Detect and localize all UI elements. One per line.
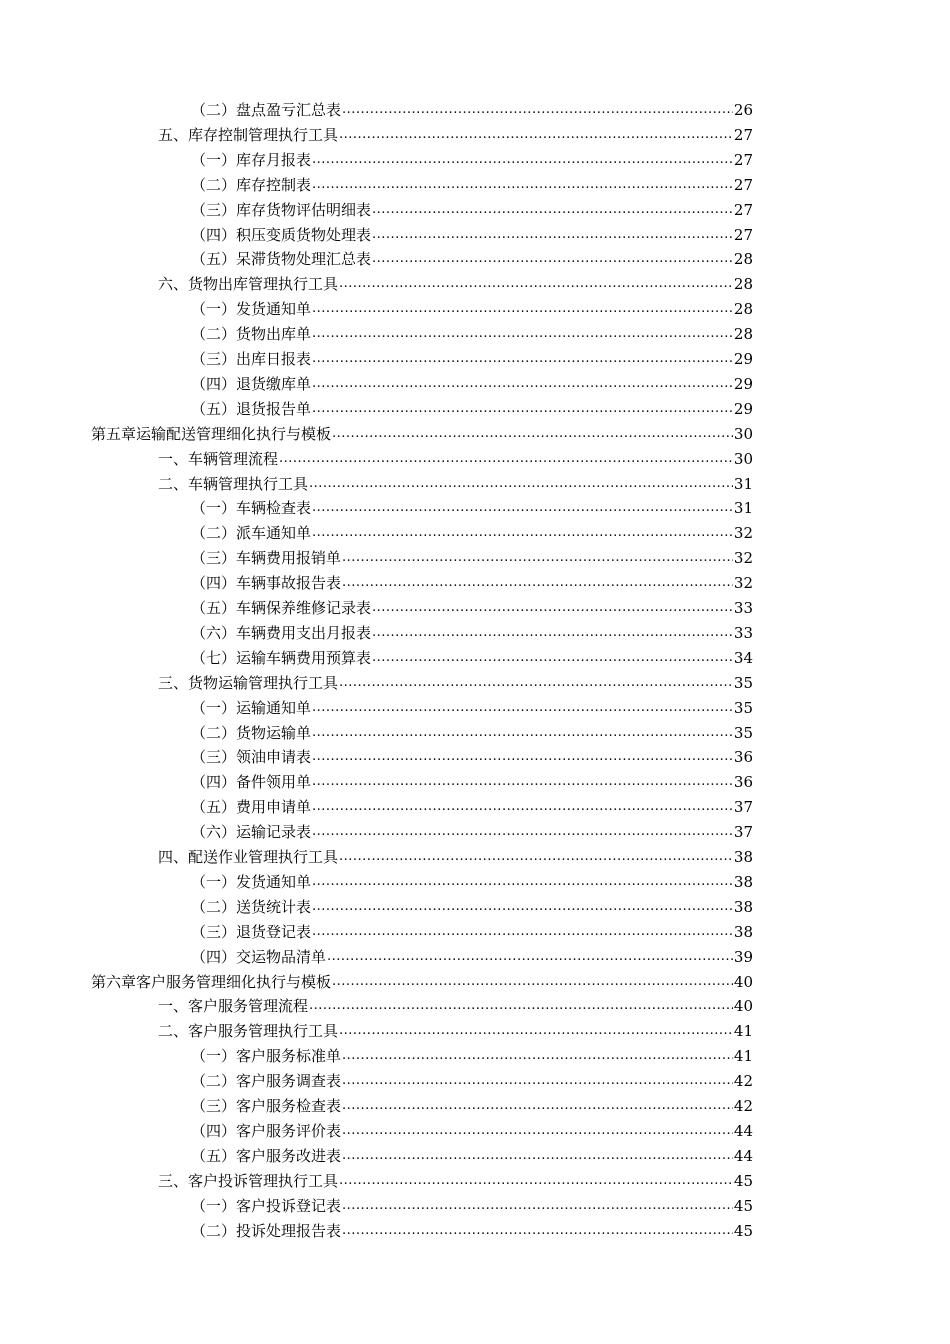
chapter-number: 第五章 xyxy=(91,424,137,443)
page-number: 42 xyxy=(733,1097,753,1115)
page-number: 29 xyxy=(733,350,753,368)
dot-leader xyxy=(312,397,733,419)
dot-leader xyxy=(332,422,733,444)
dot-leader xyxy=(342,98,733,120)
page-number: 38 xyxy=(733,872,753,891)
entry-title: 六、货物出库管理执行工具 xyxy=(158,275,339,294)
dot-leader xyxy=(312,870,733,892)
toc-entry[interactable] xyxy=(191,648,753,668)
toc-entry[interactable] xyxy=(191,1146,753,1166)
dot-leader xyxy=(312,372,733,394)
dot-leader xyxy=(312,895,733,917)
toc-entry[interactable] xyxy=(158,1171,753,1191)
entry-title: 五、库存控制管理执行工具 xyxy=(158,125,339,144)
page-number: 36 xyxy=(733,773,753,792)
toc-entry[interactable] xyxy=(158,1021,753,1041)
toc-chapter-entry[interactable] xyxy=(91,424,753,444)
entry-title: 三、货物运输管理执行工具 xyxy=(158,673,339,692)
toc-entry[interactable] xyxy=(191,698,753,718)
page-number: 32 xyxy=(733,524,753,543)
entry-title: （五）客户服务改进表 xyxy=(191,1146,342,1165)
entry-title: （二）货物运输单 xyxy=(191,723,312,742)
page-number: 38 xyxy=(733,848,753,866)
toc-entry[interactable] xyxy=(158,673,753,693)
toc-entry[interactable] xyxy=(191,947,753,967)
dot-leader xyxy=(342,1069,733,1091)
entry-title: （四）车辆事故报告表 xyxy=(191,574,342,593)
toc-entry[interactable] xyxy=(191,324,753,344)
toc-entry[interactable] xyxy=(191,374,753,394)
page-number: 35 xyxy=(733,673,753,692)
dot-leader xyxy=(339,1169,733,1191)
entry-title: （二）送货统计表 xyxy=(191,897,312,916)
page-number: 28 xyxy=(733,275,753,294)
page-number: 41 xyxy=(733,1047,753,1066)
page-number: 34 xyxy=(733,648,753,667)
page-number: 35 xyxy=(733,723,753,742)
toc-entry[interactable] xyxy=(191,1196,753,1216)
toc-entry[interactable] xyxy=(191,1121,753,1141)
page-number: 33 xyxy=(733,599,753,617)
toc-chapter-entry[interactable] xyxy=(91,972,753,992)
toc-entry[interactable] xyxy=(191,399,753,419)
dot-leader xyxy=(312,820,733,842)
dot-leader xyxy=(372,247,733,269)
entry-title: （二）投诉处理报告表 xyxy=(191,1221,342,1240)
toc-entry[interactable] xyxy=(191,1071,753,1091)
dot-leader xyxy=(372,198,733,220)
toc-entry[interactable] xyxy=(191,498,753,518)
toc-entry[interactable] xyxy=(158,449,753,469)
entry-title: （六）运输记录表 xyxy=(191,823,312,842)
toc-entry[interactable] xyxy=(191,872,753,892)
toc-entry[interactable] xyxy=(191,200,753,220)
entry-title: 三、客户投诉管理执行工具 xyxy=(158,1171,339,1190)
toc-entry[interactable] xyxy=(191,1096,753,1116)
entry-title: （四）退货缴库单 xyxy=(191,374,312,393)
entry-title: （三）客户服务检查表 xyxy=(191,1097,342,1115)
entry-title: （一）发货通知单 xyxy=(191,300,312,319)
page-number: 28 xyxy=(733,250,753,269)
entry-title: （三）领油申请表 xyxy=(191,748,312,767)
toc-entry[interactable] xyxy=(191,797,753,817)
entry-title: （一）发货通知单 xyxy=(191,872,312,891)
dot-leader xyxy=(327,945,733,967)
page-number: 29 xyxy=(733,374,753,393)
toc-entry[interactable] xyxy=(191,772,753,792)
dot-leader xyxy=(339,1019,733,1041)
page-number: 40 xyxy=(733,972,753,991)
entry-title: （四）交运物品清单 xyxy=(191,947,327,966)
toc-entry[interactable] xyxy=(158,474,753,494)
entry-title: （五）费用申请单 xyxy=(191,798,312,817)
entry-title: （三）车辆费用报销单 xyxy=(191,549,342,568)
entry-title: 运输配送管理细化执行与模板 xyxy=(136,424,332,443)
entry-title: （三）退货登记表 xyxy=(191,922,312,941)
chapter-number: 第六章 xyxy=(91,972,137,991)
page-number: 26 xyxy=(733,101,753,119)
entry-title: （五）退货报告单 xyxy=(191,399,312,418)
entry-title: 四、配送作业管理执行工具 xyxy=(158,848,339,866)
page-number: 44 xyxy=(733,1121,753,1140)
toc-entry[interactable] xyxy=(191,897,753,917)
page-number: 36 xyxy=(733,748,753,767)
dot-leader xyxy=(312,322,733,344)
dot-leader xyxy=(312,496,733,518)
page-number: 33 xyxy=(733,623,753,642)
toc-entry[interactable] xyxy=(191,598,753,618)
page-number: 45 xyxy=(733,1221,753,1240)
toc-entry[interactable] xyxy=(191,623,753,643)
dot-leader xyxy=(342,1144,733,1166)
dot-leader xyxy=(312,721,733,743)
toc-entry[interactable] xyxy=(191,573,753,593)
dot-leader xyxy=(312,920,733,942)
dot-leader xyxy=(312,173,733,195)
dot-leader xyxy=(339,845,733,867)
toc-entry[interactable] xyxy=(191,225,753,245)
toc-entry[interactable] xyxy=(191,150,753,170)
entry-title: （四）客户服务评价表 xyxy=(191,1121,342,1140)
dot-leader xyxy=(312,297,733,319)
dot-leader xyxy=(339,123,733,145)
entry-title: 客户服务管理细化执行与模板 xyxy=(136,972,332,991)
page-number: 37 xyxy=(733,798,753,817)
dot-leader xyxy=(342,571,733,593)
entry-title: （一）客户服务标准单 xyxy=(191,1047,342,1066)
entry-title: （六）车辆费用支出月报表 xyxy=(191,623,372,642)
entry-title: （一）车辆检查表 xyxy=(191,499,312,518)
page-number: 32 xyxy=(733,549,753,568)
page-number: 27 xyxy=(733,200,753,219)
page-number: 42 xyxy=(733,1072,753,1091)
toc-entry[interactable] xyxy=(191,922,753,942)
entry-title: （五）车辆保养维修记录表 xyxy=(191,599,372,617)
entry-title: （七）运输车辆费用预算表 xyxy=(191,648,372,667)
page-number: 41 xyxy=(733,1022,753,1041)
entry-title: （二）派车通知单 xyxy=(191,524,312,543)
page-number: 27 xyxy=(733,175,753,194)
dot-leader xyxy=(309,994,733,1016)
toc-entry[interactable] xyxy=(191,349,753,369)
dot-leader xyxy=(372,621,733,643)
page-number: 27 xyxy=(733,150,753,169)
page-number: 30 xyxy=(733,424,753,443)
dot-leader xyxy=(312,696,733,718)
entry-title: （一）库存月报表 xyxy=(191,150,312,169)
page-number: 29 xyxy=(733,399,753,418)
entry-title: 一、车辆管理流程 xyxy=(158,449,279,468)
page-number: 45 xyxy=(733,1196,753,1215)
page-number: 35 xyxy=(733,698,753,717)
toc-entry[interactable] xyxy=(191,822,753,842)
entry-title: （二）客户服务调查表 xyxy=(191,1072,342,1091)
toc-entry[interactable] xyxy=(191,723,753,743)
toc-entry[interactable] xyxy=(158,996,753,1016)
entry-title: （五）呆滞货物处理汇总表 xyxy=(191,250,372,269)
dot-leader xyxy=(309,472,733,494)
entry-title: 一、客户服务管理流程 xyxy=(158,997,309,1016)
dot-leader xyxy=(312,148,733,170)
page-number: 27 xyxy=(733,125,753,144)
dot-leader xyxy=(342,1194,733,1216)
entry-title: 二、客户服务管理执行工具 xyxy=(158,1022,339,1041)
toc-entry[interactable] xyxy=(191,100,753,120)
toc-entry[interactable] xyxy=(191,523,753,543)
page-number: 31 xyxy=(733,499,753,518)
dot-leader xyxy=(312,745,733,767)
dot-leader xyxy=(312,347,733,369)
page-number: 39 xyxy=(733,947,753,966)
dot-leader xyxy=(342,1094,733,1116)
dot-leader xyxy=(312,770,733,792)
toc-entry[interactable] xyxy=(191,299,753,319)
page-number: 28 xyxy=(733,300,753,319)
dot-leader xyxy=(312,521,733,543)
dot-leader xyxy=(372,596,733,618)
page-number: 30 xyxy=(733,449,753,468)
dot-leader xyxy=(372,223,733,245)
dot-leader xyxy=(342,546,733,568)
page-number: 28 xyxy=(733,325,753,344)
toc-entry[interactable] xyxy=(158,274,753,294)
entry-title: （四）积压变质货物处理表 xyxy=(191,225,372,244)
toc-entry[interactable] xyxy=(191,747,753,767)
dot-leader xyxy=(342,1219,733,1241)
entry-title: （三）库存货物评估明细表 xyxy=(191,200,372,219)
page-number: 44 xyxy=(733,1146,753,1165)
page-number: 45 xyxy=(733,1171,753,1190)
dot-leader xyxy=(312,795,733,817)
entry-title: （二）盘点盈亏汇总表 xyxy=(191,101,342,119)
toc-entry[interactable] xyxy=(191,1221,753,1241)
dot-leader xyxy=(342,1044,733,1066)
toc-entry[interactable] xyxy=(191,249,753,269)
toc-entry[interactable] xyxy=(191,1046,753,1066)
page-number: 40 xyxy=(733,997,753,1016)
page-number: 38 xyxy=(733,922,753,941)
toc-entry[interactable] xyxy=(158,847,753,867)
page-number: 31 xyxy=(733,474,753,493)
entry-title: （二）货物出库单 xyxy=(191,325,312,344)
entry-title: （一）运输通知单 xyxy=(191,698,312,717)
dot-leader xyxy=(339,671,733,693)
page-number: 32 xyxy=(733,574,753,593)
entry-title: （三）出库日报表 xyxy=(191,350,312,368)
dot-leader xyxy=(332,970,733,992)
toc-entry[interactable] xyxy=(191,548,753,568)
entry-title: （四）备件领用单 xyxy=(191,773,312,792)
toc-entry[interactable] xyxy=(191,175,753,195)
toc-entry[interactable] xyxy=(158,125,753,145)
entry-title: （一）客户投诉登记表 xyxy=(191,1196,342,1215)
dot-leader xyxy=(342,1119,733,1141)
entry-title: 二、车辆管理执行工具 xyxy=(158,474,309,493)
page-number: 27 xyxy=(733,225,753,244)
dot-leader xyxy=(372,646,733,668)
dot-leader xyxy=(339,272,733,294)
dot-leader xyxy=(279,447,733,469)
page-number: 38 xyxy=(733,897,753,916)
entry-title: （二）库存控制表 xyxy=(191,175,312,194)
page-number: 37 xyxy=(733,823,753,842)
